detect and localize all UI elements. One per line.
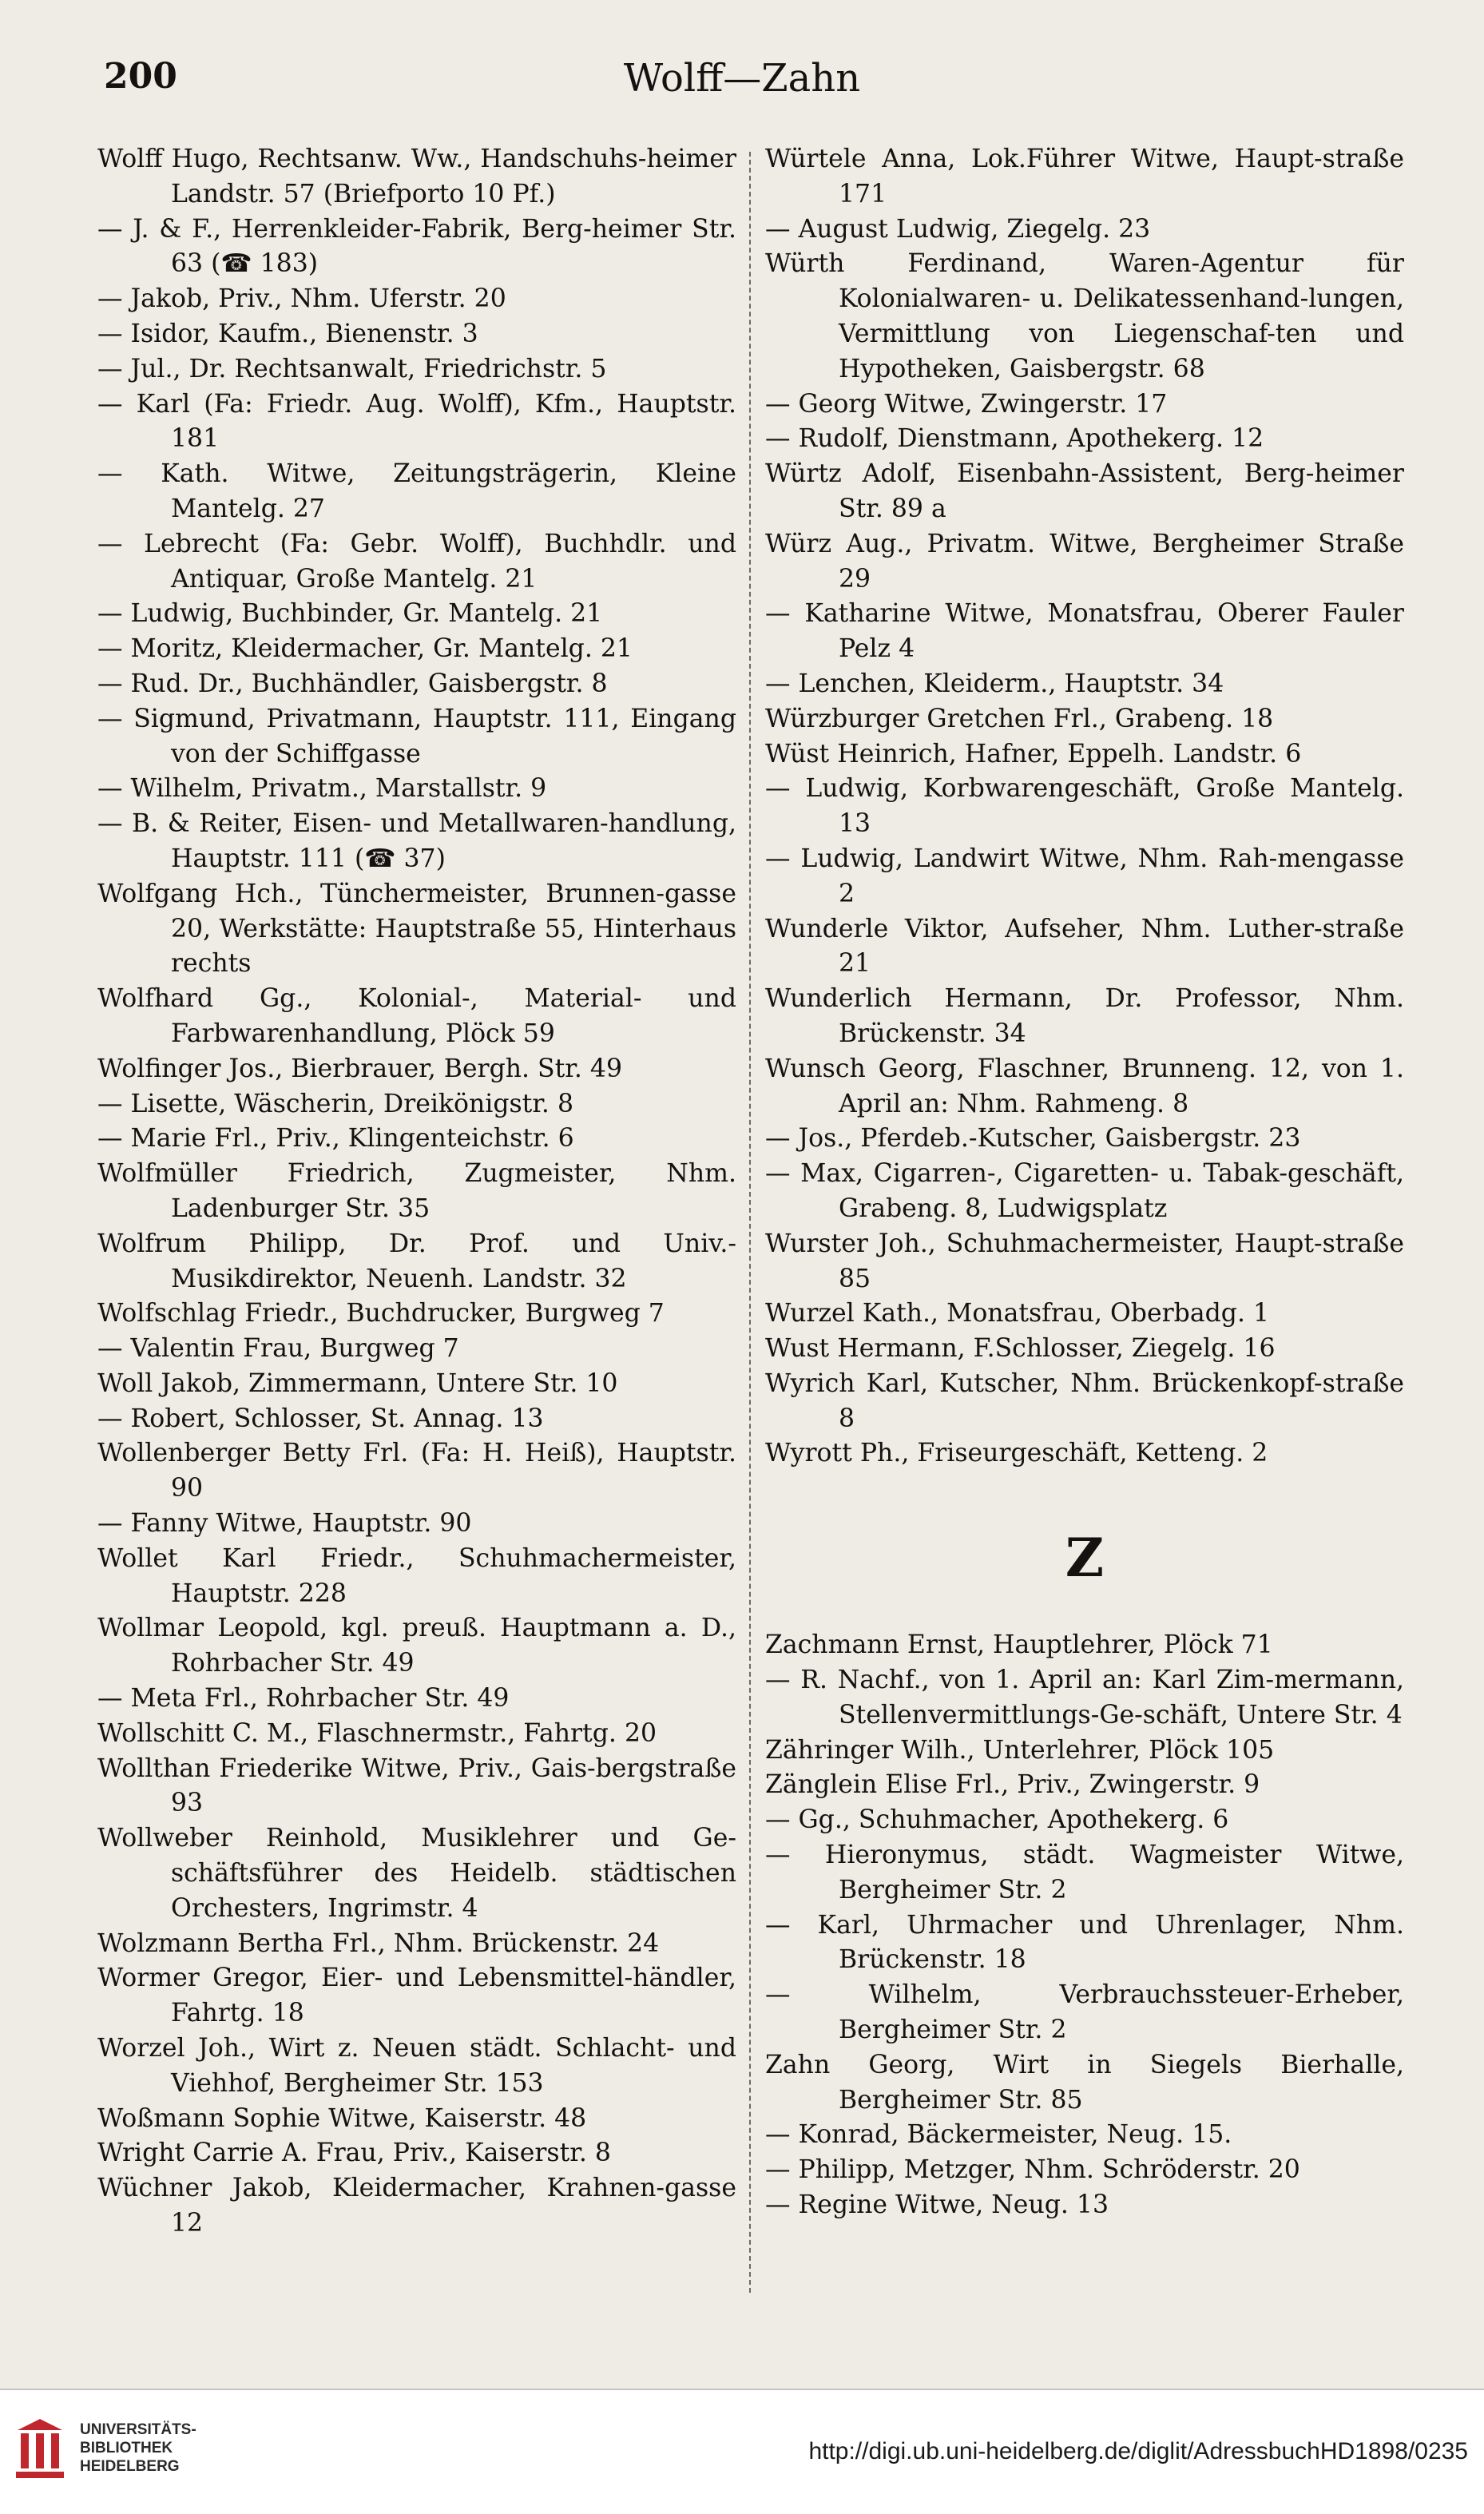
directory-entry: — Katharine Witwe, Monatsfrau, Oberer Fauler Pelz 4	[765, 599, 1404, 664]
directory-entry: Wollenberger Betty Frl. (Fa: H. Heiß), Hauptstr. 90	[97, 1439, 736, 1503]
directory-entry: — Konrad, Bäckermeister, Neug. 15.	[765, 2120, 1232, 2150]
column-divider	[749, 152, 751, 2293]
directory-entry: Woll Jakob, Zimmermann, Untere Str. 10	[97, 1368, 618, 1398]
directory-entry: — Max, Cigarren-, Cigaretten- u. Tabak-geschäft, Grabeng. 8, Ludwigsplatz	[765, 1159, 1404, 1223]
directory-entry: Wyrott Ph., Friseurgeschäft, Ketteng. 2	[765, 1439, 1268, 1468]
directory-entry: — Jos., Pferdeb.-Kutscher, Gaisbergstr. 23	[765, 1124, 1301, 1154]
directory-entry: — Wilhelm, Privatm., Marstallstr. 9	[97, 774, 547, 804]
directory-entry: — Karl (Fa: Friedr. Aug. Wolff), Kfm., Hauptstr. 181	[97, 389, 736, 454]
directory-entry: — Robert, Schlosser, St. Annag. 13	[97, 1404, 544, 1433]
directory-entry: — Karl, Uhrmacher und Uhrenlager, Nhm. Brückenstr. 18	[765, 1910, 1404, 1975]
directory-entry: — J. & F., Herrenkleider-Fabrik, Berg-heimer Str. 63 (☎ 183)	[97, 214, 736, 279]
directory-entry: — Lenchen, Kleiderm., Hauptstr. 34	[765, 669, 1224, 698]
directory-entry: — Meta Frl., Rohrbacher Str. 49	[97, 1684, 510, 1714]
directory-entry: — Gg., Schuhmacher, Apothekerg. 6	[765, 1805, 1229, 1835]
directory-entry: Würtz Adolf, Eisenbahn-Assistent, Berg-heimer Str. 89 a	[765, 459, 1404, 523]
directory-entry: Wollschitt C. M., Flaschnermstr., Fahrtg. 20	[97, 1718, 657, 1748]
z-entries	[765, 1628, 1404, 2223]
directory-entry: — Fanny Witwe, Hauptstr. 90	[97, 1509, 472, 1539]
directory-entry: — Ludwig, Korbwarengeschäft, Große Mantelg. 13	[765, 774, 1404, 839]
directory-entry: Wunderle Viktor, Aufseher, Nhm. Luther-straße 21	[765, 914, 1404, 979]
directory-entry: Wurster Joh., Schuhmachermeister, Haupt-straße 85	[765, 1229, 1404, 1293]
directory-entry: — Wilhelm, Verbrauchssteuer-Erheber, Bergheimer Str. 2	[765, 1980, 1404, 2045]
directory-entry: Woßmann Sophie Witwe, Kaiserstr. 48	[97, 2103, 587, 2133]
directory-entry: — Marie Frl., Priv., Klingenteichstr. 6	[97, 1124, 574, 1154]
directory-entry: — Hieronymus, städt. Wagmeister Witwe, Bergheimer Str. 2	[765, 1841, 1404, 1904]
directory-entry: — R. Nachf., von 1. April an: Karl Zim-mermann, Stellenvermittlungs-Ge-schäft, Untere Str. 4	[765, 1666, 1404, 1730]
page-title: Wolff—Zahn	[623, 56, 861, 101]
directory-entry: Wyrich Karl, Kutscher, Nhm. Brückenkopf-straße 8	[765, 1368, 1404, 1433]
directory-entry: Wollthan Friederike Witwe, Priv., Gais-bergstraße 93	[97, 1753, 736, 1818]
directory-entry: — Kath. Witwe, Zeitungsträgerin, Kleine Mantelg. 27	[97, 459, 736, 523]
directory-entry: Wormer Gregor, Eier- und Lebensmittel-händler, Fahrtg. 18	[97, 1964, 736, 2028]
directory-entry: Zähringer Wilh., Unterlehrer, Plöck 105	[765, 1735, 1275, 1765]
directory-entry: Wolzmann Bertha Frl., Nhm. Brückenstr. 24	[97, 1928, 660, 1958]
directory-entry: Wunderlich Hermann, Dr. Professor, Nhm. Brückenstr. 34	[765, 984, 1404, 1048]
directory-entry: — Philipp, Metzger, Nhm. Schröderstr. 20	[765, 2155, 1300, 2185]
directory-entry: — Moritz, Kleidermacher, Gr. Mantelg. 21	[97, 634, 633, 664]
directory-entry: Wurzel Kath., Monatsfrau, Oberbadg. 1	[765, 1299, 1270, 1328]
directory-entry: — Sigmund, Privatmann, Hauptstr. 111, Eingang von der Schiffgasse	[97, 704, 736, 768]
directory-entry: Worzel Joh., Wirt z. Neuen städt. Schlacht- und Viehhof, Bergheimer Str. 153	[97, 2034, 736, 2098]
directory-entry: — Jakob, Priv., Nhm. Uferstr. 20	[97, 284, 506, 314]
directory-entry: — Lebrecht (Fa: Gebr. Wolff), Buchhdlr. und Antiquar, Große Mantelg. 21	[97, 529, 736, 594]
directory-entry: Wollweber Reinhold, Musiklehrer und Ge-schäftsführer des Heidelb. städtischen Orchesters, Ingrimstr. 4	[97, 1824, 736, 1923]
right-column	[765, 142, 1404, 2223]
directory-entry: Würz Aug., Privatm. Witwe, Bergheimer Straße 29	[765, 529, 1404, 594]
directory-entry: Wolfhard Gg., Kolonial-, Material- und Farbwarenhandlung, Plöck 59	[97, 984, 736, 1048]
directory-entry: Wust Hermann, F.Schlosser, Ziegelg. 16	[765, 1334, 1276, 1364]
directory-entry: — Valentin Frau, Burgweg 7	[97, 1334, 459, 1364]
directory-entry: Zahn Georg, Wirt in Siegels Bierhalle, Bergheimer Str. 85	[765, 2050, 1404, 2115]
directory-entry: — Rud. Dr., Buchhändler, Gaisbergstr. 8	[97, 669, 608, 698]
page-number: 200	[104, 56, 177, 97]
directory-entry: Wolfinger Jos., Bierbrauer, Bergh. Str. 49	[97, 1054, 622, 1083]
directory-entry: — Jul., Dr. Rechtsanwalt, Friedrichstr. 5	[97, 354, 607, 383]
directory-entry: Wüst Heinrich, Hafner, Eppelh. Landstr. 6	[765, 739, 1302, 768]
library-logo-text: UNIVERSITÄTS- BIBLIOTHEK HEIDELBERG	[80, 2421, 196, 2475]
directory-entry: Wollet Karl Friedr., Schuhmachermeister, Hauptstr. 228	[97, 1543, 736, 1608]
w-entries	[765, 142, 1404, 1471]
directory-entry: Würzburger Gretchen Frl., Grabeng. 18	[765, 704, 1274, 733]
directory-entry: — Isidor, Kaufm., Bienenstr. 3	[97, 319, 478, 348]
directory-entry: Wolfgang Hch., Tünchermeister, Brunnen-gasse 20, Werkstätte: Hauptstraße 55, Hinterhaus rechts	[97, 879, 736, 979]
directory-entry: Würtele Anna, Lok.Führer Witwe, Haupt-straße 171	[765, 145, 1404, 209]
directory-entry: Zachmann Ernst, Hauptlehrer, Plöck 71	[765, 1630, 1273, 1660]
directory-entry: Wollmar Leopold, kgl. preuß. Hauptmann a. D., Rohrbacher Str. 49	[97, 1614, 736, 1678]
directory-entry: — August Ludwig, Ziegelg. 23	[765, 214, 1151, 244]
directory-entry: — Georg Witwe, Zwingerstr. 17	[765, 389, 1168, 419]
directory-entry: Wolfmüller Friedrich, Zugmeister, Nhm. Ladenburger Str. 35	[97, 1159, 736, 1223]
left-column	[97, 142, 736, 2242]
directory-entry: — B. & Reiter, Eisen- und Metallwaren-handlung, Hauptstr. 111 (☎ 37)	[97, 809, 736, 873]
directory-entry: Wolfschlag Friedr., Buchdrucker, Burgweg 7	[97, 1299, 665, 1328]
directory-entry: Zänglein Elise Frl., Priv., Zwingerstr. 9	[765, 1770, 1260, 1800]
directory-entry: — Ludwig, Landwirt Witwe, Nhm. Rah-mengasse 2	[765, 844, 1404, 908]
directory-entry: — Lisette, Wäscherin, Dreikönigstr. 8	[97, 1089, 573, 1118]
directory-entry: Würth Ferdinand, Waren-Agentur für Kolonialwaren- u. Delikatessenhand-lungen, Vermittlung von Liegenschaf-ten und Hypotheken, Gaisbergstr. 68	[765, 249, 1404, 383]
directory-entry: Wright Carrie A. Frau, Priv., Kaiserstr. 8	[97, 2139, 611, 2168]
directory-entry: — Ludwig, Buchbinder, Gr. Mantelg. 21	[97, 599, 603, 629]
source-url-link[interactable]: http://digi.ub.uni-heidelberg.de/diglit/AdressbuchHD1898/0235	[808, 2438, 1468, 2464]
directory-entry: — Rudolf, Dienstmann, Apothekerg. 12	[765, 424, 1264, 454]
directory-entry: Wolfrum Philipp, Dr. Prof. und Univ.-Musikdirektor, Neuenh. Landstr. 32	[97, 1229, 736, 1293]
directory-entry: — Regine Witwe, Neug. 13	[765, 2190, 1109, 2220]
directory-entry: Wunsch Georg, Flaschner, Brunneng. 12, von 1. April an: Nhm. Rahmeng. 8	[765, 1054, 1404, 1118]
section-letter: Z	[1065, 1527, 1105, 1590]
directory-entry: Wolff Hugo, Rechtsanw. Ww., Handschuhs-heimer Landstr. 57 (Briefporto 10 Pf.)	[97, 145, 736, 209]
library-logo-icon	[11, 2416, 69, 2488]
directory-entry: Wüchner Jakob, Kleidermacher, Krahnen-gasse 12	[97, 2174, 736, 2238]
